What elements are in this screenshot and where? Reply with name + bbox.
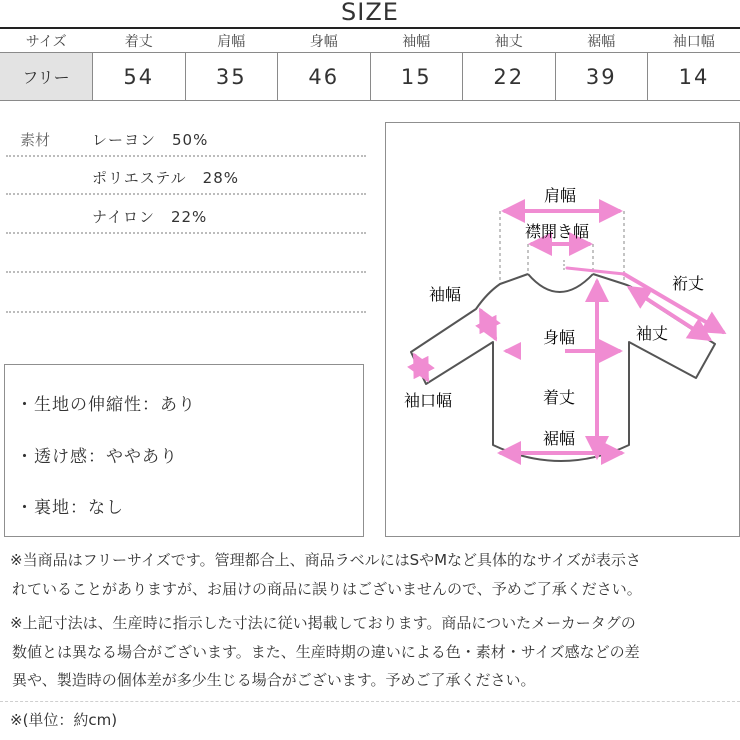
header-body-width: 身幅 [278,30,371,53]
neckline [528,274,593,292]
label-cuff: 袖口幅 [404,391,453,410]
material-divider-2 [6,193,366,195]
label-length: 着丈 [543,388,576,407]
note-line-1: ※当商品はフリーサイズです。管理都合上、商品ラベルにはSやMなど具体的なサイズが表示さ [10,551,641,569]
note-line-2: れていることがありますが、お届けの商品に誤りはございませんので、予めご了承ください。 [12,580,642,598]
header-cuff-width: 袖口幅 [648,30,740,53]
cell-body-width: 46 [278,53,371,101]
label-shoulder: 肩幅 [544,186,577,205]
note-line-4: 数値とは異なる場合がございます。また、生産時期の違いによる色・素材・サイズ感などの差 [12,643,640,661]
header-shoulder: 肩幅 [185,30,278,53]
cell-hem-width: 39 [555,53,648,101]
notes-divider [0,701,740,702]
cell-sleeve-width: 15 [370,53,463,101]
sleeve-width-arrow [481,311,495,338]
cell-sleeve-length: 22 [463,53,556,101]
material-line-3: ナイロン 22% [92,208,208,226]
label-yuki: 裄丈 [672,274,705,293]
label-sleeve-width: 袖幅 [429,285,462,304]
title-divider [0,27,740,29]
size-table-row-free [0,53,740,101]
label-neck: 襟開き幅 [525,222,590,241]
header-hem-width: 裾幅 [555,30,648,53]
material-label: 素材 [20,131,51,149]
property-lining: ・裏地：なし [16,498,124,518]
row-label-free: フリー [0,53,93,101]
material-line-1: レーヨン 50% [92,131,209,149]
cell-cuff-width: 14 [648,53,740,101]
label-sleeve-length: 袖丈 [636,324,669,343]
size-table-header-row [0,30,740,53]
material-divider-1 [6,155,366,157]
label-body-width: 身幅 [543,328,576,347]
label-hem: 裾幅 [543,429,576,448]
note-line-3: ※上記寸法は、生産時に指示した寸法に従い掲載しております。商品についたメーカータグの [10,614,636,632]
cell-length: 54 [93,53,186,101]
size-table [0,30,740,101]
unit-note: ※(単位：約cm) [10,711,118,729]
header-sleeve-width: 袖幅 [370,30,463,53]
material-line-2: ポリエステル 28% [92,169,239,187]
header-size: サイズ [0,30,93,53]
header-length: 着丈 [93,30,186,53]
yuki-arrow-inner [567,268,624,274]
material-divider-5 [6,311,366,313]
property-stretch: ・生地の伸縮性：あり [16,395,196,415]
measurement-diagram [385,122,740,537]
size-title: SIZE [341,0,399,26]
note-line-5: 異や、製造時の個体差が多少生じる場合がございます。予めご了承ください。 [12,671,536,689]
property-sheerness: ・透け感：ややあり [16,447,178,467]
material-divider-3 [6,232,366,234]
cell-shoulder: 35 [185,53,278,101]
header-sleeve-length: 袖丈 [463,30,556,53]
material-divider-4 [6,271,366,273]
